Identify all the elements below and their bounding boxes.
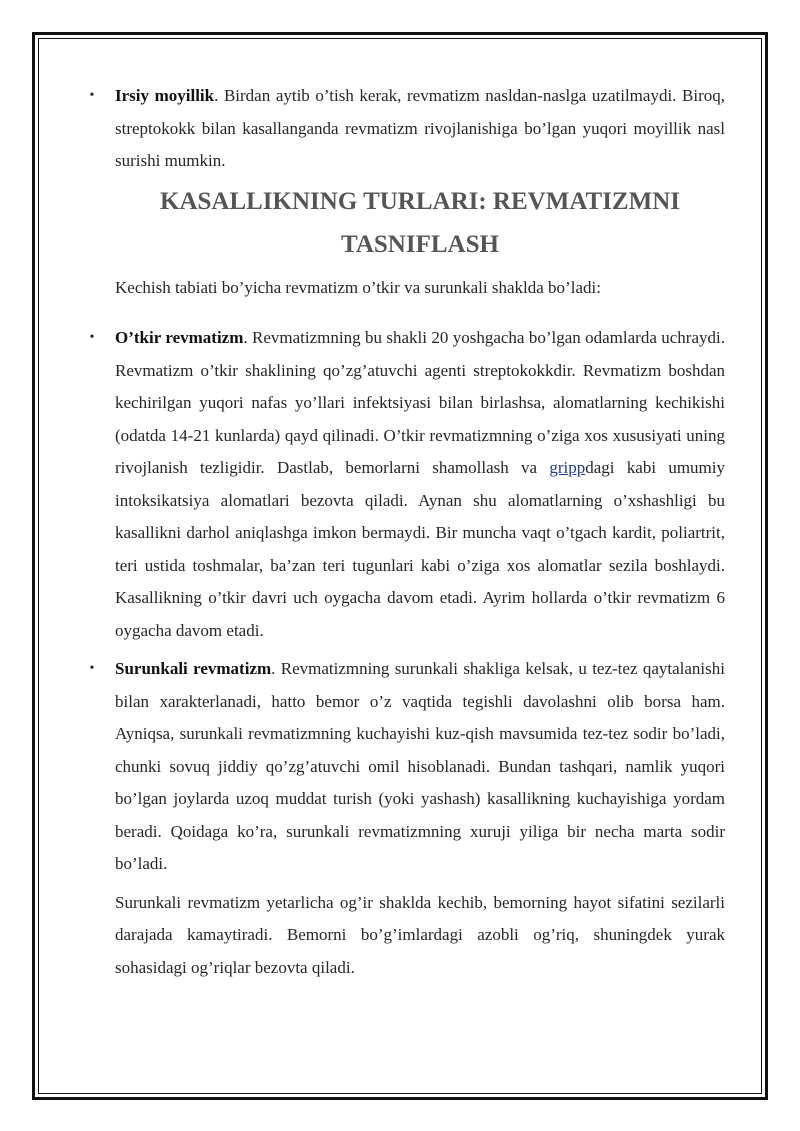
item-text: . Birdan aytib o’tish kerak, revmatizm nasldan-naslga uzatilmaydi. Biroq, streptokokk bilan kasallanganda revmatizm rivojlanishiga bo’lgan yuqori moyillik nasl surishi mumkin. <box>115 86 725 170</box>
document-body <box>85 80 725 984</box>
bullet-icon: • <box>89 661 95 676</box>
bullet-icon: • <box>89 88 95 103</box>
gripp-link[interactable]: gripp <box>549 458 586 477</box>
term-surunkali-revmatizm: Surunkali revmatizm <box>115 659 272 678</box>
list-item-otkir-revmatizm <box>85 322 725 647</box>
item-text: . Revmatizmning bu shakli 20 yoshgacha bo’lgan odamlarda uchraydi. Revmatizm o’tkir shaklining qo’zg’atuvchi agenti streptokokkdir. Revmatizm boshdan kechirilgan yuqori nafas yo’llari infektsiyasi bilan birlashsa, alomatlarning kechikishi (odatda 14-21 kunlarda) qayd qilinadi. O’tkir revmatizmning o’ziga xos xususiyati uning rivojlanish tezligidir. Dastlab, bemorlarni shamollash va <box>115 328 725 477</box>
list-item-irsiy-moyillik <box>85 80 725 178</box>
list-item-surunkali-revmatizm <box>85 653 725 881</box>
intro-paragraph: Kechish tabiati bo’yicha revmatizm o’tkir va surunkali shaklda bo’ladi: <box>115 277 601 297</box>
term-irsiy-moyillik: Irsiy moyillik <box>115 86 215 105</box>
closing-paragraph: Surunkali revmatizm yetarlicha og’ir shaklda kechib, bemorning hayot sifatini sezilarli darajada kamaytiradi. Bemorni bo’g’imlardagi azobli og’riq, shuningdek yurak sohasidagi og’riqlar bezovta qiladi. <box>115 892 725 977</box>
section-heading: KASALLIKNING TURLARI: REVMATIZMNI TASNIFLASH <box>160 187 680 258</box>
bullet-list-types <box>85 322 725 881</box>
bullet-list-heredity <box>85 80 725 178</box>
bullet-icon: • <box>89 330 95 345</box>
term-otkir-revmatizm: O’tkir revmatizm <box>115 328 244 347</box>
item-text-continued: dagi kabi umumiy intoksikatsiya alomatlari bezovta qiladi. Aynan shu alomatlarning o’xshashligi bu kasallikni darhol aniqlashga imkon bermaydi. Bir muncha vaqt o’tgach kardit, poliartrit, teri ustida toshmalar, ba’zan teri tugunlari kabi o’ziga xos alomatlar sezila boshlaydi. Kasallikning o’tkir davri uch oygacha davom etadi. Ayrim hollarda o’tkir revmatizm 6 oygacha davom etadi. <box>115 458 725 640</box>
item-text: . Revmatizmning surunkali shakliga kelsak, u tez-tez qaytalanishi bilan xarakterlanadi, hatto bemor o’z vaqtida tegishli davolashni olib borsa ham. Ayniqsa, surunkali revmatizmning kuchayishi kuz-qish mavsumida tez-tez sodir bo’ladi, chunki sovuq jiddiy qo’zg’atuvchi omil hisoblanadi. Bundan tashqari, namlik yuqori bo’lgan joylarda uzoq muddat turish (yoki yashash) kasallikning kuchayishiga yordam beradi. Qoidaga ko’ra, surunkali revmatizmning xuruji yiliga bir necha marta sodir bo’ladi. <box>115 659 725 873</box>
